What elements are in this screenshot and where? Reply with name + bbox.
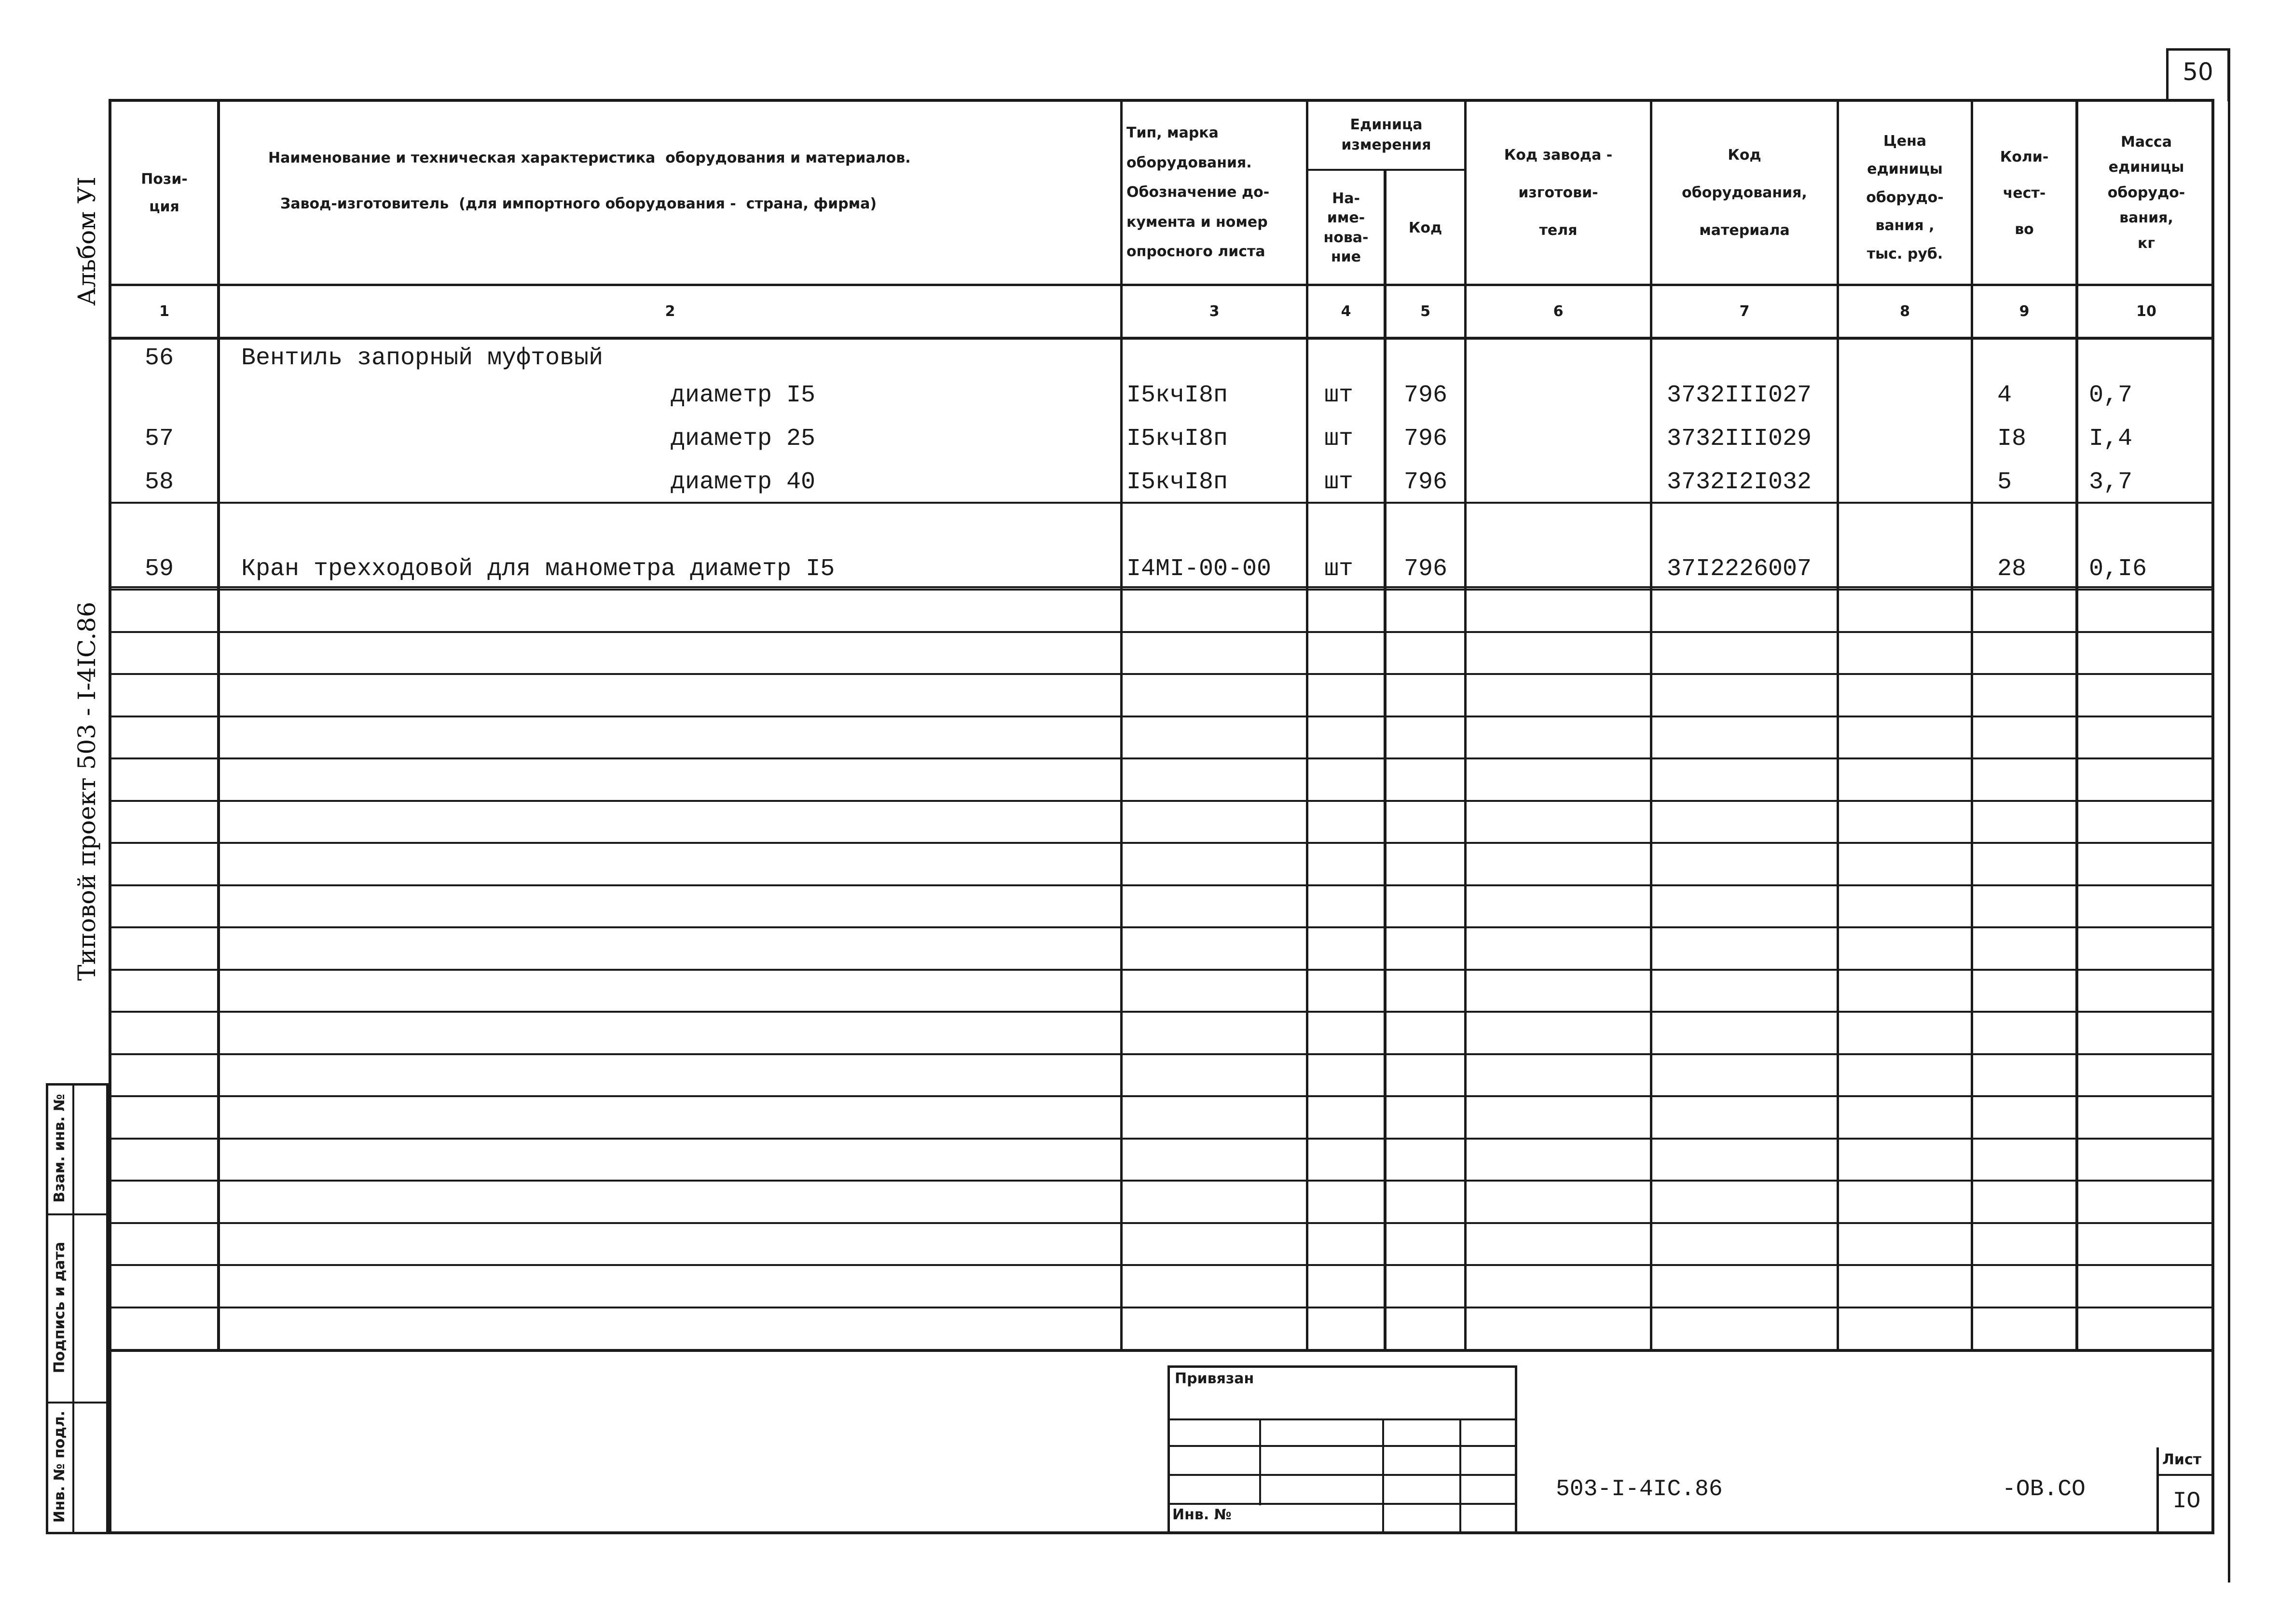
col-line-4 (1384, 169, 1387, 1351)
cell-mass: 0,I6 (2089, 555, 2147, 583)
cell-type: I5кчI8п (1126, 382, 1228, 409)
colnum-4: 4 (1341, 303, 1351, 320)
cell-type: I5кчI8п (1126, 468, 1228, 496)
cell-mass: I,4 (2089, 425, 2133, 453)
row-separator (109, 502, 2214, 504)
sheet-box-line (2156, 1474, 2214, 1476)
cell-equipment-code: 3732III029 (1667, 425, 1812, 453)
cell-position: 58 (145, 468, 174, 496)
row-separator (109, 1222, 2214, 1224)
side-label-sign-date: Подпись и дата (51, 1241, 68, 1374)
header-unit-name: На- име- нова- ние (1323, 190, 1369, 265)
row-separator (109, 926, 2214, 928)
stamp-inv-no: Инв. № (1172, 1506, 1232, 1523)
page-number: 50 (2183, 58, 2213, 86)
project-label: Типовой проект 503 - I-4IC.86 (73, 602, 101, 981)
header-unit-code: Код (1408, 220, 1442, 236)
row-separator (109, 1180, 2214, 1182)
row-separator (109, 589, 2214, 591)
row-separator (109, 800, 2214, 802)
cell-name: Кран трехходовой для манометра диаметр I5 (241, 555, 835, 583)
stamp-privyazan: Привязан (1175, 1370, 1254, 1387)
stamp-vline-3 (1459, 1418, 1461, 1534)
cell-name: диаметр I5 (671, 382, 816, 409)
colnum-7: 7 (1739, 303, 1750, 320)
header-unit: Единица измерения (1341, 116, 1431, 153)
row-separator (109, 842, 2214, 844)
side-stamp-divider (72, 1083, 74, 1534)
sheet-label: Лист (2162, 1451, 2202, 1468)
cell-position: 59 (145, 555, 174, 583)
row-separator (109, 884, 2214, 886)
unit-subheader-line (1306, 169, 1467, 171)
row-separator (109, 757, 2214, 759)
stamp-line-2 (1167, 1445, 1517, 1447)
header-equipment-code: Код оборудования, материала (1682, 147, 1807, 239)
header-price: Цена единицы оборудо- вания , тыс. руб. (1866, 132, 1944, 262)
cell-mass: 0,7 (2089, 382, 2133, 409)
cell-unit-code: 796 (1404, 382, 1448, 409)
colnum-1: 1 (159, 303, 169, 320)
row-separator (109, 1095, 2214, 1097)
cell-unit: шт (1324, 425, 1354, 453)
table-bottom-line (109, 1349, 2214, 1352)
side-label-inv-zam: Взам. инв. № (51, 1094, 68, 1203)
row-separator (109, 1011, 2214, 1013)
cell-unit: шт (1324, 382, 1354, 409)
cell-unit: шт (1324, 555, 1354, 583)
colnum-5: 5 (1420, 303, 1430, 320)
header-factory-code: Код завода - изготови- теля (1504, 147, 1613, 239)
colnum-9: 9 (2019, 303, 2030, 320)
header-name: Наименование и техническая характеристика оборудования и материалов. (268, 150, 911, 166)
doc-code: 503-I-4IC.86 (1556, 1476, 1723, 1502)
header-position: Пози- ция (141, 171, 188, 215)
header-quantity: Коли- чест- во (2000, 148, 2049, 238)
stamp-vline-1 (1259, 1418, 1261, 1505)
album-label: Альбом УI (73, 177, 101, 306)
row-separator (109, 1138, 2214, 1140)
cell-mass: 3,7 (2089, 468, 2133, 496)
header-manufacturer: Завод-изготовитель (для импортного оборудования - страна, фирма) (280, 195, 877, 212)
cell-quantity: 5 (1997, 468, 2012, 496)
cell-position: 57 (145, 425, 174, 453)
cell-quantity: I8 (1997, 425, 2027, 453)
cell-name: диаметр 40 (671, 468, 816, 496)
colnum-10: 10 (2136, 303, 2156, 320)
stamp-line-4 (1167, 1503, 1517, 1505)
stamp-line-3 (1167, 1474, 1517, 1476)
cell-unit-code: 796 (1404, 425, 1448, 453)
stamp-vline-2 (1382, 1418, 1384, 1534)
cell-type: I5кчI8п (1126, 425, 1228, 453)
colnum-6: 6 (1553, 303, 1564, 320)
doc-suffix: -ОВ.СО (2002, 1476, 2086, 1502)
cell-equipment-code: 3732III027 (1667, 382, 1812, 409)
row-separator (109, 631, 2214, 633)
row-separator (109, 969, 2214, 971)
colnum-3: 3 (1209, 303, 1220, 320)
cell-quantity: 28 (1997, 555, 2027, 583)
row-separator (109, 673, 2214, 675)
stamp-line-1 (1167, 1418, 1517, 1420)
cell-unit: шт (1324, 468, 1354, 496)
cell-type: I4MI-00-00 (1126, 555, 1272, 583)
row-separator (109, 1053, 2214, 1055)
cell-quantity: 4 (1997, 382, 2012, 409)
cell-name: Вентиль запорный муфтовый (241, 344, 604, 372)
side-stamp-sep-1 (46, 1213, 109, 1215)
header-mass: Масса единицы оборудо- вания, кг (2107, 133, 2185, 252)
cell-equipment-code: 37I2226007 (1667, 555, 1812, 583)
cell-position: 56 (145, 344, 174, 372)
cell-name: диаметр 25 (671, 425, 816, 453)
cell-equipment-code: 3732I2I032 (1667, 468, 1812, 496)
colnum-bottom-line (109, 337, 2214, 340)
row-separator (109, 1264, 2214, 1266)
side-stamp-sep-2 (46, 1402, 109, 1404)
row-separator (109, 1307, 2214, 1308)
header-name-block (220, 140, 1120, 227)
row-separator (109, 716, 2214, 717)
header-type: Тип, марка оборудования. Обозначение до- кумента и номер опросного листа (1126, 124, 1270, 260)
right-border-line (2228, 48, 2230, 1583)
row-separator (109, 586, 2214, 588)
sheet-number: IO (2172, 1488, 2201, 1514)
colnum-2: 2 (665, 303, 675, 320)
cell-unit-code: 796 (1404, 555, 1448, 583)
cell-unit-code: 796 (1404, 468, 1448, 496)
colnum-8: 8 (1900, 303, 1910, 320)
side-label-inv-podl: Инв. № подл. (51, 1410, 68, 1523)
